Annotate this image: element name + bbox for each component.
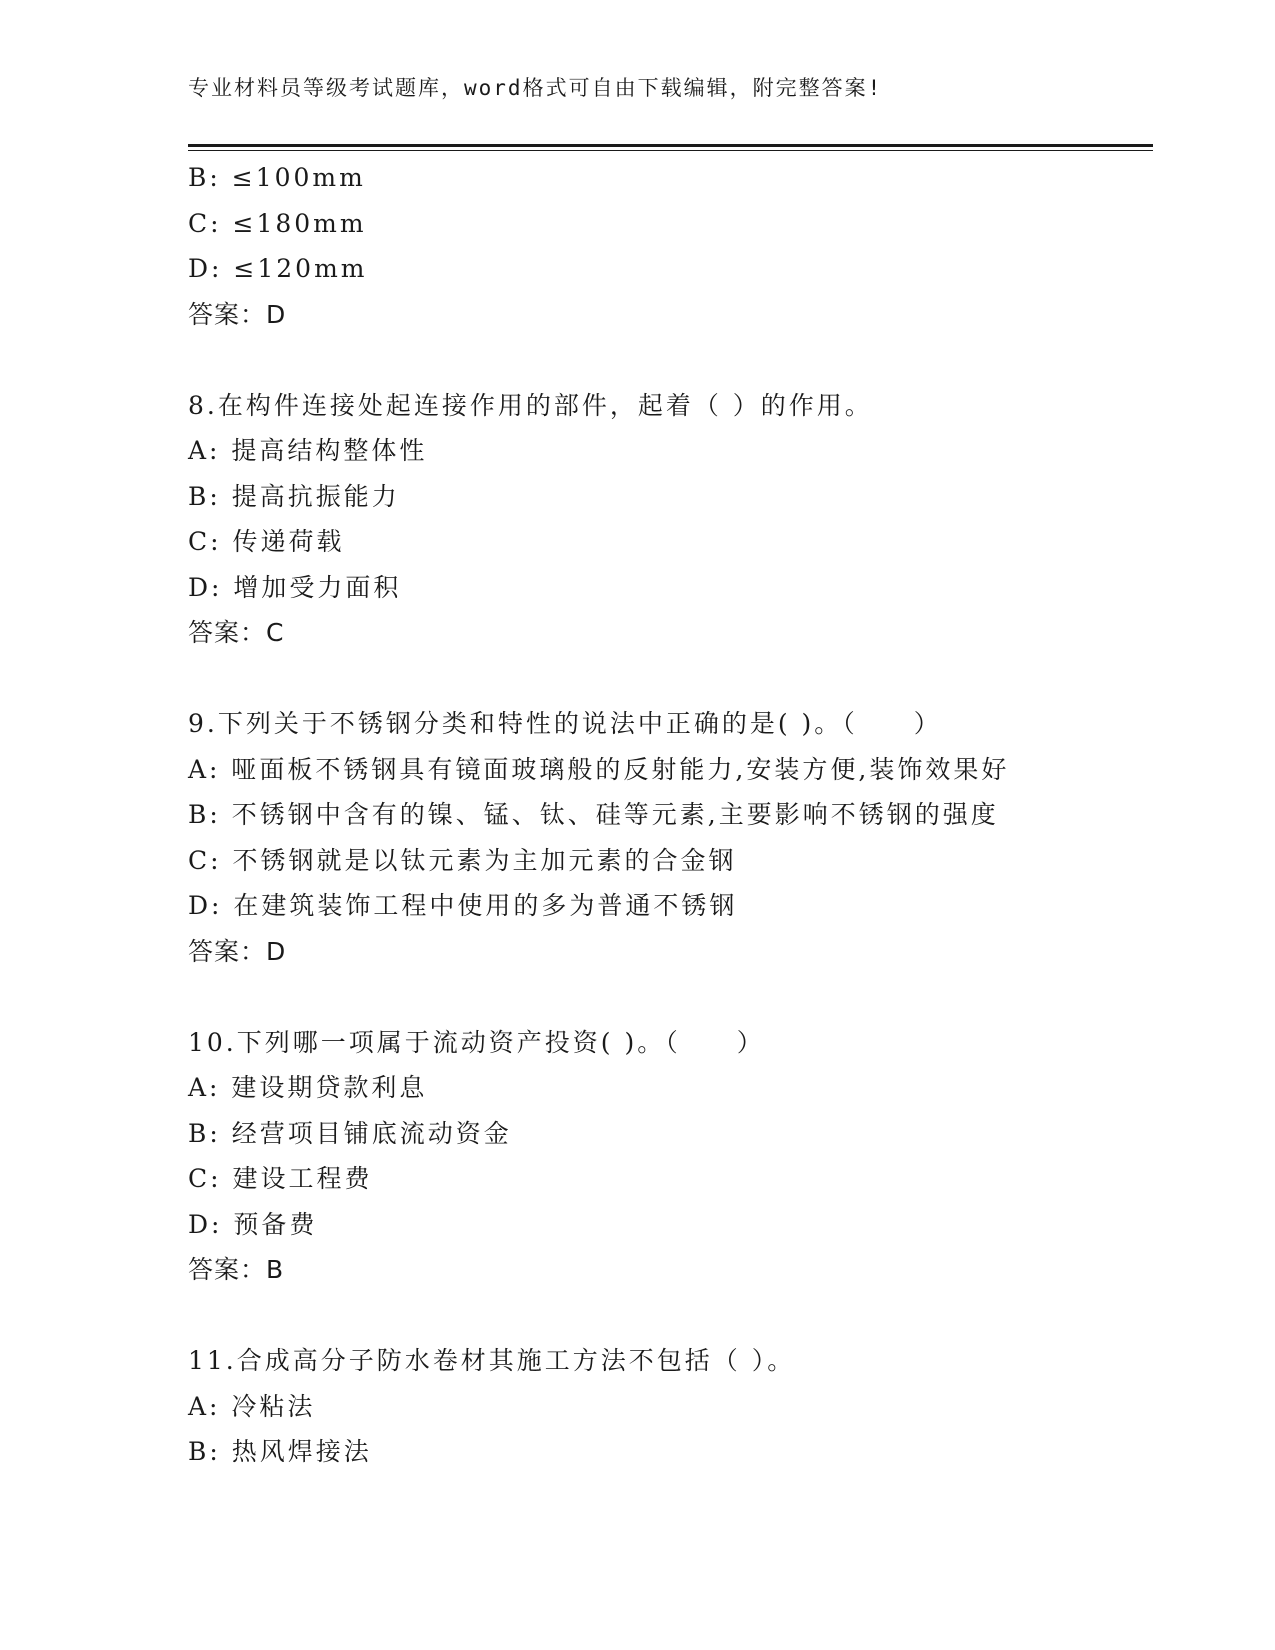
question-stem: 8.在构件连接处起连接作用的部件，起着（ ）的作用。 xyxy=(188,390,873,420)
spacer xyxy=(188,337,1153,383)
option-a: A: 建设期贷款利息 xyxy=(188,1073,428,1102)
option-b: B: 经营项目铺底流动资金 xyxy=(188,1118,512,1148)
option-b: B: ≤100mm xyxy=(188,163,366,192)
question-list xyxy=(188,155,1153,1475)
option-a: A: 提高结构整体性 xyxy=(188,436,428,465)
answer-line: 答案：D xyxy=(188,936,287,966)
question-stem: 11.合成高分子防水卷材其施工方法不包括（ ）。 xyxy=(188,1346,796,1375)
option-d: D: ≤120mm xyxy=(188,254,368,283)
option-b: B: 热风焊接法 xyxy=(188,1437,372,1466)
option-b: B: 提高抗振能力 xyxy=(188,481,400,511)
question-stem: 10.下列哪一项属于流动资产投资( )。（ ） xyxy=(188,1027,765,1057)
spacer xyxy=(188,1293,1153,1339)
option-c: C: ≤180mm xyxy=(188,208,367,238)
option-a: A: 冷粘法 xyxy=(188,1391,316,1421)
option-c: C: 建设工程费 xyxy=(188,1164,373,1193)
header-rule-thick xyxy=(188,144,1153,147)
option-c: C: 不锈钢就是以钛元素为主加元素的合金钢 xyxy=(188,845,737,875)
option-d: D: 在建筑装饰工程中使用的多为普通不锈钢 xyxy=(188,891,738,920)
option-d: D: 增加受力面积 xyxy=(188,572,402,602)
answer-line: 答案：C xyxy=(188,618,285,647)
page-header: 专业材料员等级考试题库，word格式可自由下载编辑，附完整答案! xyxy=(188,76,883,100)
option-b: B: 不锈钢中含有的镍、锰、钛、硅等元素,主要影响不锈钢的强度 xyxy=(188,800,999,829)
answer-line: 答案：B xyxy=(188,1255,285,1284)
option-a: A: 哑面板不锈钢具有镜面玻璃般的反射能力,安装方便,装饰效果好 xyxy=(188,754,1010,784)
header-rule-thin xyxy=(188,150,1153,151)
spacer xyxy=(188,974,1153,1020)
answer-line: 答案：D xyxy=(188,299,287,329)
spacer xyxy=(188,656,1153,702)
question-stem: 9.下列关于不锈钢分类和特性的说法中正确的是( )。（ ） xyxy=(188,709,942,738)
option-d: D: 预备费 xyxy=(188,1209,318,1239)
option-c: C: 传递荷载 xyxy=(188,527,345,556)
